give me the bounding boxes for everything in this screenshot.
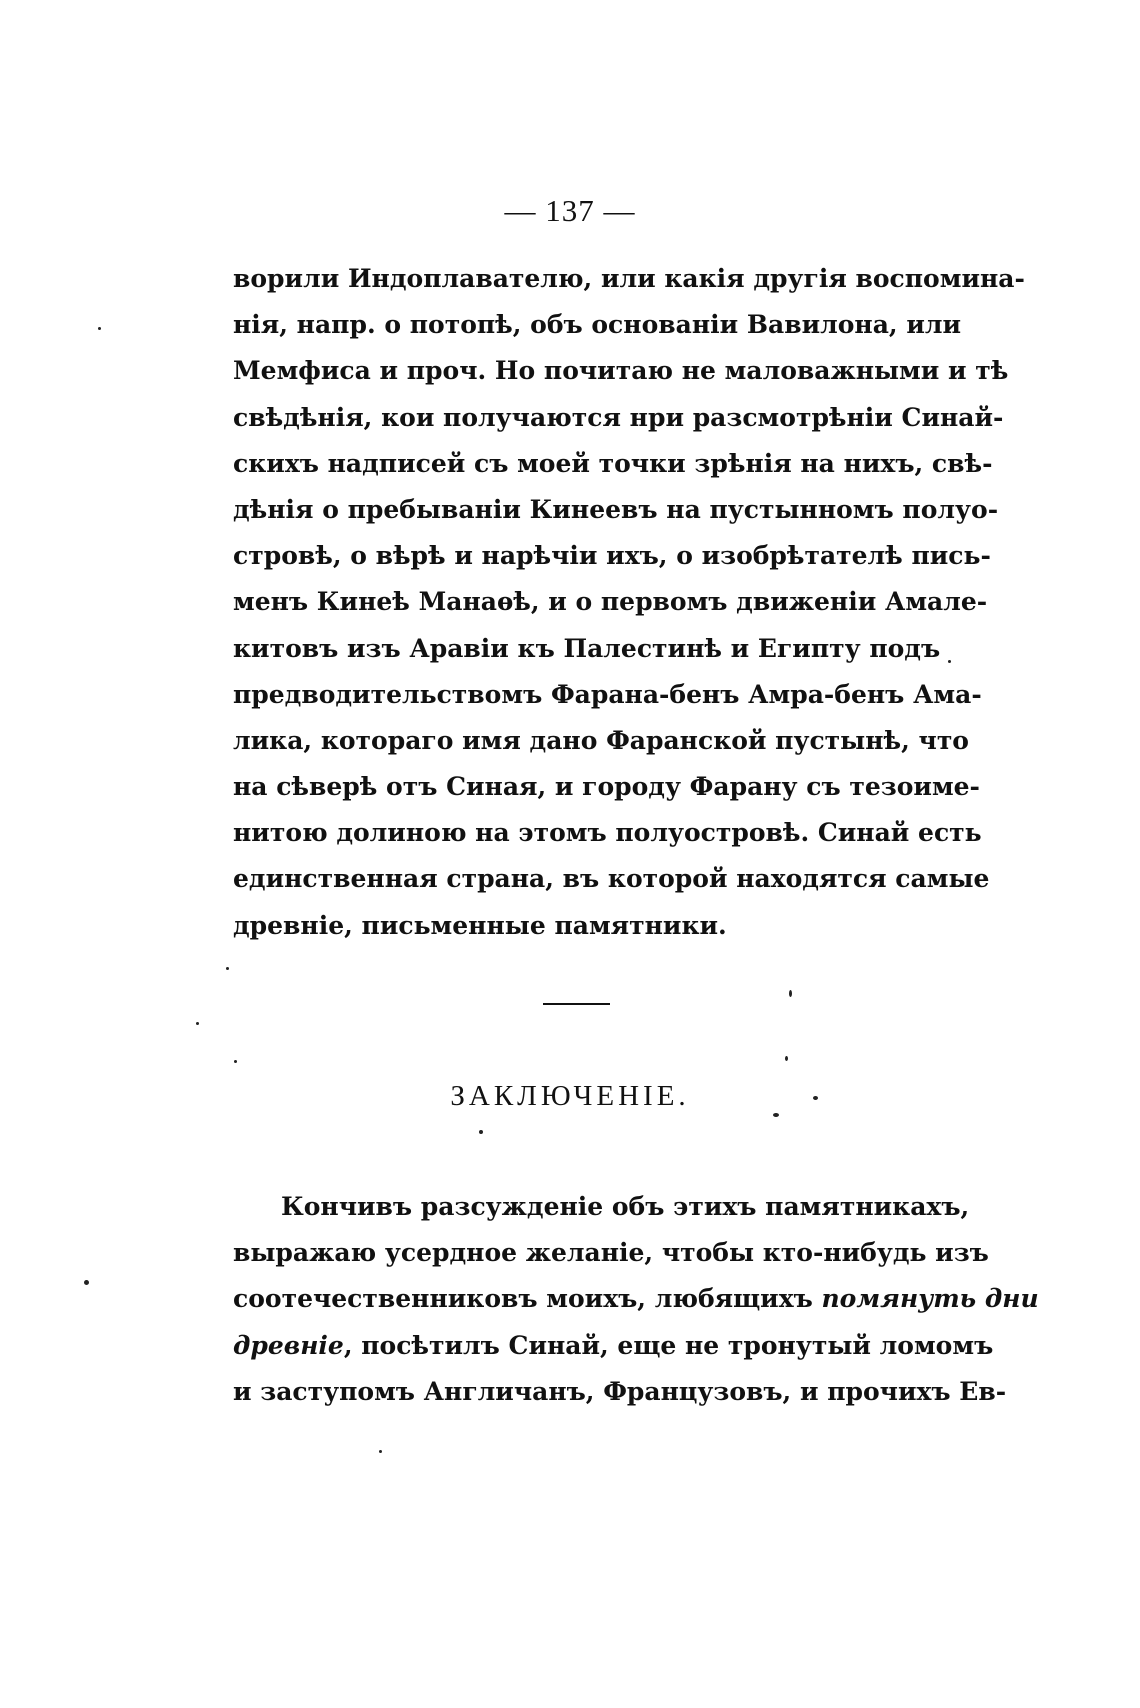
italic-phrase: помянуть дни (821, 1284, 1039, 1314)
text-line: китовъ изъ Аравіи къ Палестинѣ и Египту подъ (233, 633, 941, 663)
text-line (233, 1323, 994, 1369)
text-line: лика, котораго имя дано Фаранской пустынѣ, что (233, 725, 969, 755)
text-line: и заступомъ Англичанъ, Французовъ, и прочихъ Ев- (233, 1376, 1007, 1406)
scan-speck (234, 1060, 237, 1063)
text-line: на сѣверѣ отъ Синая, и городу Фарану съ тезоиме- (233, 772, 980, 802)
text-line-last: древніе, письменные памятники. (233, 910, 727, 940)
scan-speck (789, 990, 792, 997)
scan-speck (98, 327, 101, 330)
text-line: выражаю усердное желаніе, чтобы кто-нибудь изъ (233, 1238, 989, 1268)
text-line: дѣнія о пребываніи Кинеевъ на пустынномъ полуо- (233, 494, 999, 524)
text-line: нитою долиною на этомъ полуостровѣ. Синай есть (233, 818, 982, 848)
section-heading: ЗАКЛЮЧЕНІЕ. (450, 1080, 690, 1112)
scan-speck (479, 1130, 483, 1134)
page-number: — 137 — (504, 193, 636, 228)
text-line: свѣдѣнія, кои получаются нри разсмотрѣніи Синай- (233, 402, 1004, 432)
scan-speck (84, 1280, 89, 1285)
text-line: менъ Кинеѣ Манаѳѣ, и о первомъ движеніи Амале- (233, 587, 988, 617)
paragraph-conclusion (233, 1184, 1039, 1415)
section-divider (543, 1003, 610, 1005)
text-line: Мемфиса и проч. Но почитаю не маловажными и тѣ (233, 356, 1009, 386)
text-span: соотечественниковъ моихъ, любящихъ (233, 1284, 822, 1314)
scan-speck (379, 1450, 382, 1453)
text-line: Кончивъ разсужденіе объ этихъ памятникахъ, (281, 1192, 970, 1221)
italic-phrase: древніе (233, 1330, 344, 1360)
text-line: стровѣ, о вѣрѣ и нарѣчіи ихъ, о изобрѣтателѣ пись- (233, 541, 991, 571)
paragraph-continued (233, 256, 1025, 949)
scan-speck (196, 1022, 199, 1025)
text-line: скихъ надписей съ моей точки зрѣнія на нихъ, свѣ- (233, 448, 993, 478)
text-span: , посѣтилъ Синай, еще не тронутый ломомъ (343, 1330, 994, 1360)
scan-speck (773, 1113, 779, 1117)
scan-speck (785, 1056, 788, 1061)
scan-speck (226, 967, 229, 970)
text-line: ворили Индоплавателю, или какія другія воспомина- (233, 264, 1025, 293)
text-line: предводительствомъ Фарана-бенъ Амра-бенъ Ама- (233, 679, 982, 709)
text-line: единственная страна, въ которой находятся самые (233, 864, 990, 894)
scan-speck (813, 1096, 818, 1100)
text-line (233, 1276, 1039, 1322)
text-line: нія, напр. о потопѣ, объ основаніи Вавилона, или (233, 310, 962, 340)
scan-speck (948, 660, 951, 663)
